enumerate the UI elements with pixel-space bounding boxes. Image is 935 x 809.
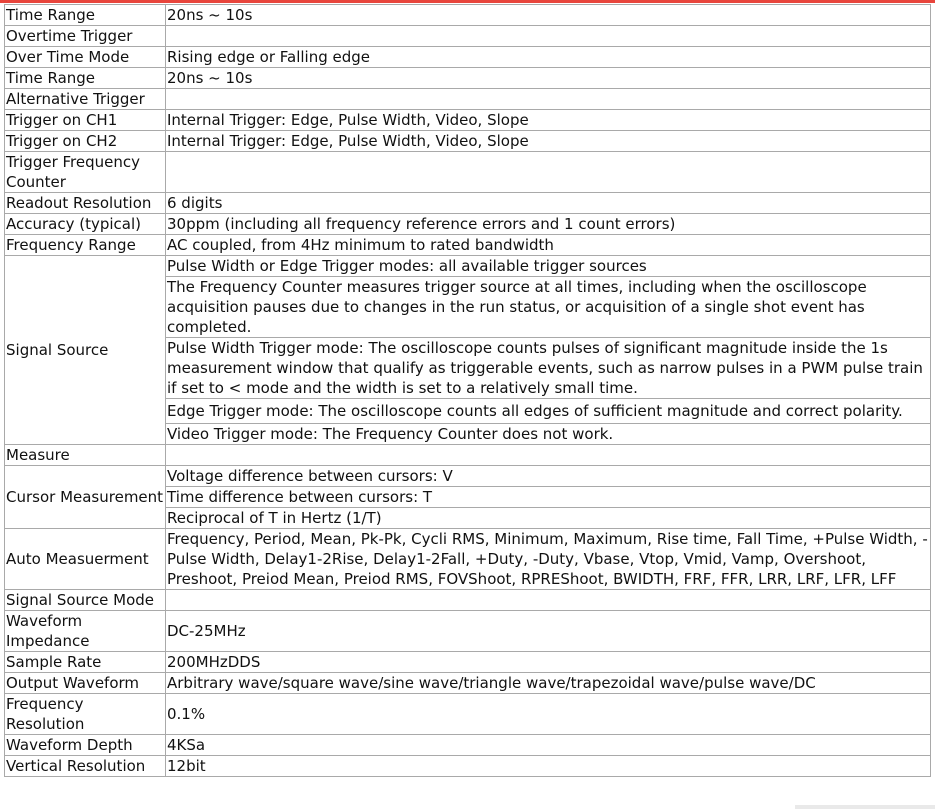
table-row (5, 611, 931, 652)
spec-label: Over Time Mode (5, 47, 166, 68)
table-row (5, 110, 931, 131)
table-row (5, 193, 931, 214)
spec-value: 30ppm (including all frequency reference errors and 1 count errors) (166, 214, 931, 235)
bottom-edge-strip (795, 805, 935, 809)
spec-label: Overtime Trigger (5, 26, 166, 47)
table-row (5, 652, 931, 673)
signal-source-line: The Frequency Counter measures trigger source at all times, including when the oscilloscope acquisition pauses due to changes in the run status, or acquisition of a single shot event has completed. (166, 277, 931, 338)
spec-label: Frequency Range (5, 235, 166, 256)
spec-label: Frequency Resolution (5, 694, 166, 735)
spec-label: Sample Rate (5, 652, 166, 673)
signal-source-line: Edge Trigger mode: The oscilloscope counts all edges of sufficient magnitude and correct polarity. (166, 399, 931, 424)
auto-measurement-value: Frequency, Period, Mean, Pk-Pk, Cycli RMS, Minimum, Maximum, Rise time, Fall Time, +Pulse Width, -Pulse Width, Delay1-2Rise, Delay1-2Fall, +Duty, -Duty, Vbase, Vtop, Vmid, Vamp, Overshoot, Preshoot, Preiod Mean, Preiod RMS, FOVShoot, RPREShoot, BWIDTH, FRF, FFR, LRR, LRF, LFR, LFF (166, 529, 931, 590)
spec-label: Signal Source Mode (5, 590, 166, 611)
spec-label: Accuracy (typical) (5, 214, 166, 235)
table-row (5, 89, 931, 110)
spec-label: Vertical Resolution (5, 756, 166, 777)
spec-label: Waveform Depth (5, 735, 166, 756)
spec-value: 20ns ~ 10s (166, 68, 931, 89)
table-row (5, 756, 931, 777)
table-row (5, 694, 931, 735)
table-row (5, 256, 931, 277)
spec-value: DC-25MHz (166, 611, 931, 652)
measure-value (166, 445, 931, 466)
spec-value: Internal Trigger: Edge, Pulse Width, Video, Slope (166, 110, 931, 131)
signal-source-line: Pulse Width Trigger mode: The oscilloscope counts pulses of significant magnitude inside the 1s measurement window that qualify as triggerable events, such as narrow pulses in a PWM pulse train if set to < mode and the width is set to a relatively small time. (166, 338, 931, 399)
signal-source-line: Video Trigger mode: The Frequency Counter does not work. (166, 424, 931, 445)
table-row (5, 5, 931, 26)
spec-value: Internal Trigger: Edge, Pulse Width, Video, Slope (166, 131, 931, 152)
spec-value: Arbitrary wave/square wave/sine wave/triangle wave/trapezoidal wave/pulse wave/DC (166, 673, 931, 694)
cursor-measurement-label: Cursor Measurement (5, 466, 166, 529)
signal-source-label: Signal Source (5, 256, 166, 445)
table-row (5, 68, 931, 89)
cursor-measurement-line: Voltage difference between cursors: V (166, 466, 931, 487)
spec-value (166, 26, 931, 47)
spec-value (166, 590, 931, 611)
table-row (5, 26, 931, 47)
spec-label: Readout Resolution (5, 193, 166, 214)
spec-label: Trigger on CH2 (5, 131, 166, 152)
spec-value: 200MHzDDS (166, 652, 931, 673)
measure-label: Measure (5, 445, 166, 466)
spec-label: Time Range (5, 5, 166, 26)
spec-value: 6 digits (166, 193, 931, 214)
spec-label: Trigger on CH1 (5, 110, 166, 131)
spec-label: Alternative Trigger (5, 89, 166, 110)
spec-label: Trigger Frequency Counter (5, 152, 166, 193)
table-row (5, 590, 931, 611)
table-row (5, 152, 931, 193)
table-row (5, 466, 931, 487)
table-row (5, 445, 931, 466)
spec-value: 0.1% (166, 694, 931, 735)
table-row (5, 47, 931, 68)
table-row (5, 529, 931, 590)
spec-value: Rising edge or Falling edge (166, 47, 931, 68)
table-row (5, 235, 931, 256)
cursor-measurement-line: Reciprocal of T in Hertz (1/T) (166, 508, 931, 529)
top-accent-bar (0, 0, 935, 3)
spec-label: Waveform Impedance (5, 611, 166, 652)
spec-value: AC coupled, from 4Hz minimum to rated bandwidth (166, 235, 931, 256)
spec-label: Output Waveform (5, 673, 166, 694)
spec-value (166, 152, 931, 193)
spec-value (166, 89, 931, 110)
spec-value: 20ns ~ 10s (166, 5, 931, 26)
cursor-measurement-line: Time difference between cursors: T (166, 487, 931, 508)
table-row (5, 673, 931, 694)
signal-source-line: Pulse Width or Edge Trigger modes: all available trigger sources (166, 256, 931, 277)
spec-value: 4KSa (166, 735, 931, 756)
table-row (5, 131, 931, 152)
spec-label: Time Range (5, 68, 166, 89)
spec-value: 12bit (166, 756, 931, 777)
table-row (5, 214, 931, 235)
table-row (5, 735, 931, 756)
spec-table (4, 4, 931, 777)
auto-measurement-label: Auto Measuerment (5, 529, 166, 590)
